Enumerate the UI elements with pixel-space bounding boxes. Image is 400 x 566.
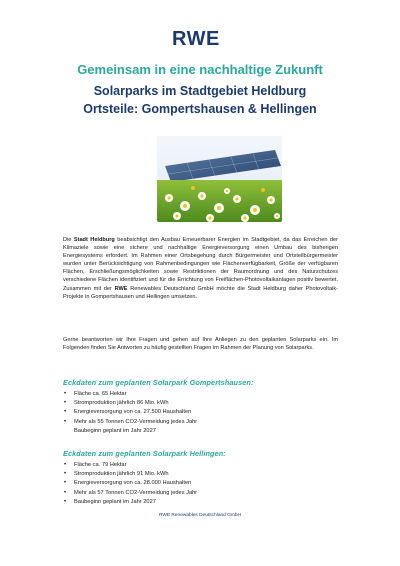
bullet-icon: •	[64, 462, 67, 468]
page-title: Solarparks im Stadtgebiet Heldburg	[93, 84, 307, 98]
list-item-text: Energieversorgung von ca. 27.500 Haushalten	[74, 409, 192, 416]
list-item	[63, 390, 197, 399]
list-item-text: Energieversorgung von ca. 28.000 Haushalten	[74, 480, 192, 487]
bullet-icon: •	[64, 400, 67, 407]
list-item	[63, 479, 197, 488]
bullet-icon: •	[64, 418, 67, 425]
bullet-icon: •	[64, 391, 67, 397]
intro-bold-rwe: RWE	[114, 285, 128, 292]
list-item-text: Baubeginn geplant im Jahr 2027	[74, 427, 156, 434]
faq-paragraph: Gerne beantworten wir Ihre Fragen und gehen auf Ihre Anliegen zu den geplanten Solarparks ein. Im Folgenden finden Sie Antworten zu häufig gestellten Fragen im Rahmen der Planung von Solarparks.	[63, 337, 338, 352]
list-item-text: Baubeginn geplant im Jahr 2027	[74, 498, 156, 505]
list-item	[63, 408, 197, 417]
solar-park-photo	[157, 136, 282, 222]
list-item	[63, 470, 197, 479]
list-item	[63, 418, 197, 427]
section-title-hellingen: Eckdaten zum geplanten Solarpark Hellingen:	[63, 449, 226, 458]
footer-company: RWE Renewables Deutschland GmbH	[158, 513, 242, 518]
facts-list-hellingen	[63, 461, 197, 507]
bullet-icon: •	[64, 480, 67, 487]
intro-bold-heldburg: Stadt Heldburg	[73, 237, 115, 243]
section-title-gompertshausen: Eckdaten zum geplanten Solarpark Gompertshausen:	[63, 378, 254, 387]
list-item	[63, 489, 197, 498]
page-subtitle: Ortsteile: Gompertshausen & Hellingen	[83, 102, 317, 116]
list-item-text: Mehr als 57 Tonnen CO2-Vermeidung jedes Jahr	[74, 489, 198, 496]
list-item-text: Stromproduktion jährlich 91 Mio. kWh	[74, 471, 169, 478]
bullet-icon: •	[64, 498, 67, 505]
intro-text-a: Die	[63, 237, 74, 243]
list-item	[63, 498, 197, 507]
list-item	[63, 427, 197, 436]
intro-text-c: Renewables Deutschland GmbH möchte die Stadt Heldburg daher Photovoltaik-Projekte in Gompertshausen und Hellingen umsetzen.	[63, 285, 338, 300]
list-item-text: Stromproduktion jährlich 86 Mio. kWh	[74, 400, 169, 407]
list-item-text: Fläche ca. 79 Hektar	[74, 462, 127, 468]
intro-paragraph	[63, 236, 338, 301]
list-item-text: Mehr als 55 Tonnen CO2-Vermeidung jedes Jahr	[74, 418, 198, 425]
bullet-icon: •	[64, 409, 67, 416]
facts-list-gompertshausen	[63, 390, 197, 436]
rwe-logo: RWE	[172, 28, 220, 50]
list-item	[63, 399, 197, 408]
bullet-icon: •	[64, 489, 67, 496]
list-item-text: Fläche ca. 65 Hektar	[74, 391, 127, 397]
bullet-icon: •	[64, 471, 67, 478]
intro-text-b: beabsichtigt den Ausbau Erneuerbarer Energien im Stadtgebiet, da das Erreichen der Klimaziele sowie eine sichere und nachhaltige Energieversorgung einen Umbau des bisherigen Energiesystems erfordert. Im Rahmen einer Ortsbegehung durch Bürgermeister und Ortsteilbürgermeister wurden unter Berücksichtigung von Rahmenbedingungen wie Flächenverfügbarkeit, Größe der verfügbaren Flächen, Erschließungsmöglichkeiten sowie Restriktionen der Raumordnung und des Naturschutzes verschiedene Flächen identifiziert und für die Errichtung von Freiflächen-Photovoltaikanlagen positiv bewertet. Zusammen mit der	[63, 237, 338, 292]
list-item	[63, 461, 197, 470]
tagline: Gemeinsam in eine nachhaltige Zukunft	[77, 62, 323, 77]
